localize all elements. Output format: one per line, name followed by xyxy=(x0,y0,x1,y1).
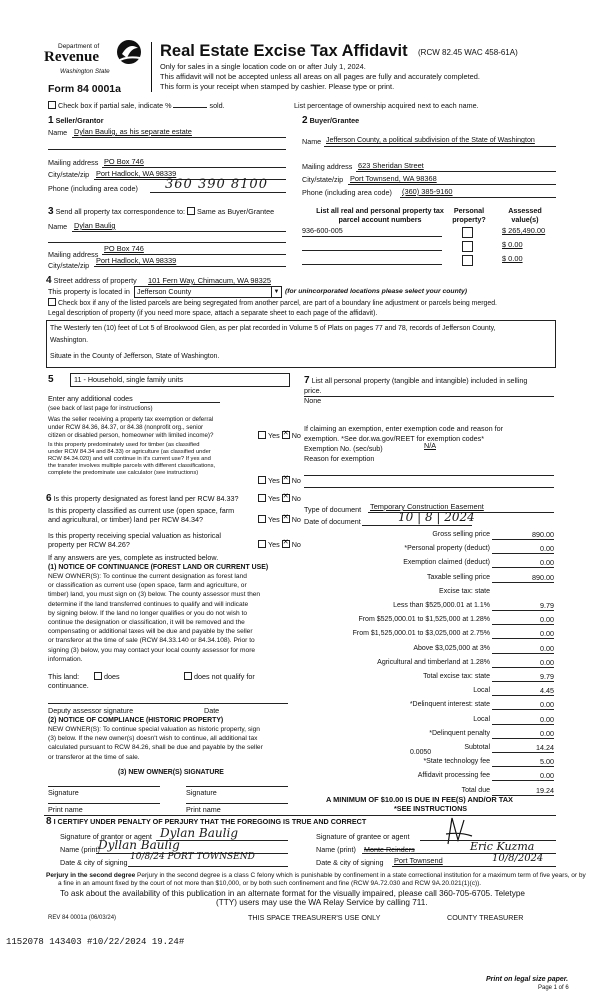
tax-row-label: Affidavit processing fee xyxy=(417,772,490,779)
page-number: Page 1 of 6 xyxy=(538,985,569,991)
tax-row-label: Total due xyxy=(461,787,490,794)
s6-q2-no-checkbox[interactable] xyxy=(282,515,290,523)
owner-print-label-1: Print name xyxy=(48,805,83,814)
header-divider xyxy=(151,42,152,92)
section-3-heading xyxy=(48,207,274,216)
corr-city-line xyxy=(94,266,286,267)
alt-format-line-2: (TTY) users may use the WA Relay Service by calling 711. xyxy=(216,898,428,907)
parcel-row xyxy=(302,240,556,252)
grantor-name-field[interactable]: Dyllan Baulig xyxy=(98,838,180,852)
seller-city-field[interactable]: Port Hadlock, WA 98339 xyxy=(96,169,177,178)
county-treasurer-label: COUNTY TREASURER xyxy=(447,913,524,922)
s6-q3-no-checkbox[interactable] xyxy=(282,540,290,548)
doc-date-line xyxy=(362,525,472,526)
q2-line-5: complete the predominate use calculator (see instructions) xyxy=(48,470,199,476)
deputy-sig-label: Deputy assessor signature xyxy=(48,706,134,715)
owner-sig-label-1: Signature xyxy=(48,788,79,797)
exemption-no-label: Exemption No. (sec/sub) xyxy=(304,444,383,453)
tax-row-line xyxy=(492,653,554,654)
no-label: No xyxy=(291,515,301,524)
owner-print-line-1[interactable] xyxy=(48,803,160,804)
buyer-city-line xyxy=(348,184,556,185)
doc-type-label: Type of document xyxy=(304,505,362,514)
tax-row-line xyxy=(492,738,554,739)
s6-q1-row xyxy=(46,494,239,503)
revenue-word: Revenue xyxy=(44,49,99,65)
grantor-date-label: Date & city of signing xyxy=(60,858,128,867)
yes-label: Yes xyxy=(268,431,280,440)
tax-row-line xyxy=(492,752,554,753)
notice-line: calculated pursuant to RCW 84.26, shall be due and payable by the seller xyxy=(48,744,263,752)
treasurer-stamp: 1152078 143403 #10/22/2024 19.24# xyxy=(6,937,185,947)
notice-line: (3) below. If the new owner(s) doesn't wish to continue, all additional tax xyxy=(48,735,258,743)
notice-line: or transferor at the time of sale (RCW 84.33.140 or 84.34.108). Prior to xyxy=(48,637,255,645)
reason-line-2[interactable] xyxy=(304,487,554,488)
seller-name-line-2 xyxy=(48,149,286,150)
s6-q2-yes-no xyxy=(258,515,301,524)
grantor-sig-label: Signature of grantor or agent xyxy=(60,832,152,841)
tax-row-value[interactable]: 0.00 xyxy=(540,771,554,780)
parcels-header-2a: Personal xyxy=(453,206,485,215)
deputy-sig-line[interactable] xyxy=(48,703,288,704)
tax-row-value[interactable]: 0.00 xyxy=(540,644,554,653)
alt-format-line-1: To ask about the availability of this publication in an alternate format for the visually impaired, please call 360-705-6705. Teletype xyxy=(60,889,525,898)
tax-row-value[interactable]: 14.24 xyxy=(536,743,554,752)
q2-yes-checkbox[interactable] xyxy=(258,476,266,484)
form-number: Form 84 0001a xyxy=(48,83,121,95)
tax-row-label: *Delinquent penalty xyxy=(429,730,490,737)
q1-no-checkbox[interactable] xyxy=(282,431,290,439)
personal-property-checkbox[interactable] xyxy=(462,255,473,266)
buyer-phone-field[interactable]: (360) 385-9160 xyxy=(402,187,453,196)
legal-line-1: The Westerly ten (10) feet of Lot 5 of Brookwood Glen, as per plat recorded in Volume 5 of Plats on pages 77 and 78, records of Jefferson County, xyxy=(50,325,496,332)
tax-row-line xyxy=(492,667,554,668)
parcels-header-1b: parcel account numbers xyxy=(338,215,422,224)
owner-print-label-2: Print name xyxy=(186,805,221,814)
section-2-number: 2 xyxy=(302,115,308,126)
q1-yes-no xyxy=(258,431,301,440)
section-4-street-row xyxy=(46,276,137,285)
doc-date-field[interactable]: 10 | 8 | 2024 xyxy=(398,510,475,524)
grantor-signature[interactable]: Dylan Baulig xyxy=(160,826,238,840)
tax-row-value[interactable]: 4.45 xyxy=(540,686,554,695)
segregation-checkbox[interactable] xyxy=(48,298,56,306)
section-1-number: 1 xyxy=(48,115,54,126)
tax-row-label: Subtotal xyxy=(464,744,490,751)
tax-row-label: Local xyxy=(473,687,490,694)
tax-row-value[interactable]: 9.79 xyxy=(540,601,554,610)
tax-row-value[interactable]: 0.00 xyxy=(540,729,554,738)
tax-row-label: Above $3,025,000 at 3% xyxy=(413,645,490,652)
tax-row-line xyxy=(492,709,554,710)
s7-title2: price. xyxy=(304,386,322,395)
q1-yes-checkbox[interactable] xyxy=(258,431,266,439)
tax-row-value[interactable]: 0.00 xyxy=(540,700,554,709)
buyer-name-line xyxy=(324,146,556,147)
tax-row-line xyxy=(492,567,554,568)
notice-compliance-text xyxy=(48,725,263,762)
county-select[interactable] xyxy=(134,286,282,298)
reason-label: Reason for exemption xyxy=(304,454,375,463)
s6-q3b: property per RCW 84.26? xyxy=(48,540,130,549)
minimum-fee-note: A MINIMUM OF $10.00 IS DUE IN FEE(S) AND/OR TAX xyxy=(326,795,513,804)
parcel-line xyxy=(302,236,442,237)
corr-name-label: Name xyxy=(48,222,68,231)
corr-city-field[interactable]: Port Hadlock, WA 98339 xyxy=(96,256,177,265)
notice-continuance-text xyxy=(48,572,260,664)
tax-row-value[interactable]: 9.79 xyxy=(540,672,554,681)
dor-emblem-icon xyxy=(114,38,144,66)
section-1-title: Seller/Grantor xyxy=(55,116,104,125)
tax-row-line xyxy=(492,610,554,611)
grantor-name-label: Name (print) xyxy=(60,845,100,854)
tax-row-label: Total excise tax: state xyxy=(423,673,490,680)
no-label: No xyxy=(291,494,301,503)
seller-addr-line xyxy=(102,167,286,168)
does-checkbox[interactable] xyxy=(94,672,102,680)
notice-line: continue the designation or classification, it will be removed and the xyxy=(48,619,245,627)
perjury-text: Perjury in the second degree is a class C felony which is punishable by confinement in a state correctional institution for a maximum term of five years, or by xyxy=(137,872,586,879)
tax-row-line xyxy=(492,539,554,540)
notice-line: information. xyxy=(48,655,83,663)
personal-property-line xyxy=(304,396,554,397)
legal-description-box[interactable] xyxy=(46,320,556,368)
owner-sig-label-2: Signature xyxy=(186,788,217,797)
tax-row-label: Gross selling price xyxy=(432,531,490,538)
same-as-buyer-label: Same as Buyer/Grantee xyxy=(197,207,275,216)
dor-logo xyxy=(44,40,144,82)
doc-type-field[interactable]: Temporary Construction Easement xyxy=(370,502,484,511)
parcel-line xyxy=(302,264,442,265)
does-label: does xyxy=(104,672,120,681)
buyer-addr-field[interactable]: 623 Sheridan Street xyxy=(358,161,424,170)
exemption-no-value[interactable]: N/A xyxy=(424,441,436,450)
s8-title: I CERTIFY UNDER PENALTY OF PERJURY THAT THE FOREGOING IS TRUE AND CORRECT xyxy=(53,817,367,826)
deputy-date-label: Date xyxy=(204,706,220,715)
notice-compliance-title: (2) NOTICE OF COMPLIANCE (HISTORIC PROPERTY) xyxy=(48,717,224,724)
this-land-row xyxy=(48,672,79,681)
grantee-name-struck: Monte Reinders xyxy=(364,845,415,854)
legal-label: Legal description of property (if you need more space, attach a separate sheet to each page of the affidavit). xyxy=(48,310,378,317)
grantee-name-field[interactable]: Eric Kuzma xyxy=(470,840,535,853)
s6-q1: Is this property designated as forest land per RCW 84.33? xyxy=(53,494,239,503)
partial-sale-row xyxy=(48,101,225,110)
s8-title-row xyxy=(46,817,366,826)
grantee-date-line xyxy=(392,866,556,867)
seller-addr-field[interactable]: PO Box 746 xyxy=(104,157,144,166)
use-code-value: 11 - Household, single family units xyxy=(74,375,183,384)
additional-codes-label: Enter any additional codes xyxy=(48,394,133,403)
corr-name-field[interactable]: Dylan Baulig xyxy=(74,221,116,230)
q2-line-3: RCW 84.34.020) and will continue in it's current use? If yes and xyxy=(48,456,211,462)
corr-addr-label: Mailing address xyxy=(48,250,99,259)
tax-row-value[interactable]: 890.00 xyxy=(532,530,554,539)
legal-paper-note: Print on legal size paper. xyxy=(486,976,569,983)
partial-sale-checkbox[interactable] xyxy=(48,101,56,109)
tax-row-value[interactable]: 0.00 xyxy=(540,629,554,638)
rev-number: REV 84 0001a (06/03/24) xyxy=(48,915,117,921)
buyer-addr-label: Mailing address xyxy=(302,162,353,171)
buyer-name-field[interactable]: Jefferson County, a political subdivision of the State of Washington xyxy=(326,136,535,144)
tax-row-label: From $1,525,000.01 to $3,025,000 at 2.75% xyxy=(352,630,490,637)
reason-line-1[interactable] xyxy=(304,475,554,476)
tax-row-value[interactable]: 0.00 xyxy=(540,544,554,553)
chevron-down-icon[interactable]: ▼ xyxy=(271,287,281,297)
seller-name-label: Name xyxy=(48,128,68,137)
if-any-yes: If any answers are yes, complete as instructed below. xyxy=(48,553,219,562)
section-8-number: 8 xyxy=(46,816,52,827)
grantee-sig-label: Signature of grantee or agent xyxy=(316,832,410,841)
use-code-select[interactable] xyxy=(70,373,290,387)
local-rate: 0.0050 xyxy=(410,749,432,756)
notice-line: by signing below. If the land no longer qualifies or you do not wish to xyxy=(48,609,248,617)
header-note-2: This affidavit will not be accepted unless all areas on all pages are fully and accurately completed. xyxy=(160,72,480,81)
seller-name-line xyxy=(72,137,286,138)
tax-row-value[interactable]: 890.00 xyxy=(532,573,554,582)
treasurer-use-label: THIS SPACE TREASURER'S USE ONLY xyxy=(248,913,381,922)
notice-line: determine if the land transferred continues to qualify and will indicate xyxy=(48,600,249,608)
q2-line-2: under RCW 84.34 and 84.33) or agriculture (as classified under xyxy=(48,449,211,455)
s7-title-row xyxy=(304,376,527,385)
tax-row-label: Exemption claimed (deduct) xyxy=(403,559,490,566)
no-label: No xyxy=(291,431,301,440)
does-not-label: does not qualify for xyxy=(194,672,255,681)
partial-sale-label: Check box if partial sale, indicate % xyxy=(58,101,172,110)
does-row xyxy=(94,672,120,681)
parcels-header-1 xyxy=(300,206,460,224)
owner-sig-line-1[interactable] xyxy=(48,786,160,787)
tax-row-value[interactable]: 0.00 xyxy=(540,558,554,567)
notice-line: or transferor at the time of sale. xyxy=(48,753,140,761)
seller-phone-line xyxy=(150,192,286,193)
buyer-city-field[interactable]: Port Townsend, WA 98368 xyxy=(350,174,437,183)
s6-q2: Is this property classified as current use (open space, farm xyxy=(48,506,235,515)
s6-q3-yes-checkbox[interactable] xyxy=(258,540,266,548)
assessed-value[interactable]: $ 0.00 xyxy=(502,240,523,249)
doc-date-label: Date of document xyxy=(304,517,361,526)
seller-phone-field[interactable]: 360 390 8100 xyxy=(165,177,268,192)
dept-line: Department of xyxy=(58,43,100,50)
tax-row-value[interactable]: 0.00 xyxy=(540,615,554,624)
no-label: No xyxy=(291,476,301,485)
section-3-number: 3 xyxy=(48,206,54,217)
s6-q2b: and agricultural, or timber) land per RCW 84.34? xyxy=(48,515,204,524)
perjury-line-2: a fine in an amount fixed by the court of not more than $10,000, or by both such confinement and fine (RCW 9A.72.030 and RCW 9A.20.021(1)(c)). xyxy=(58,880,482,887)
section-3-title: Send all property tax correspondence to: xyxy=(55,207,186,216)
section-6-number: 6 xyxy=(46,493,52,504)
legal-line-2: Washington. xyxy=(50,337,89,344)
grantee-date-label: Date & city of signing xyxy=(316,858,384,867)
tax-row-label: From $525,000.01 to $1,525,000 at 1.28% xyxy=(358,616,490,623)
grantor-date-line xyxy=(128,866,288,867)
s6-q1-yes-checkbox[interactable] xyxy=(258,494,266,502)
q2-line-1: Is this property predominately used for timber (as classified xyxy=(48,442,200,448)
s6-q2-yes-checkbox[interactable] xyxy=(258,515,266,523)
notice-line: signing (3) below, you may contact your local county assessor for more xyxy=(48,646,256,654)
notice-line: timber) land, you must sign on (3) below. The county assessor must then xyxy=(48,591,261,599)
notice-line: NEW OWNER(S): To continue the current designation as forest land xyxy=(48,573,247,580)
tax-row-line xyxy=(492,624,554,625)
parcels-header-3b: value(s) xyxy=(511,215,539,224)
same-as-buyer-checkbox[interactable] xyxy=(187,207,195,215)
buyer-name-label: Name xyxy=(302,137,322,146)
tax-row-label: Agricultural and timberland at 1.28% xyxy=(377,659,490,666)
s6-q1-yes-no xyxy=(258,494,301,503)
q2-yes-no xyxy=(258,476,301,485)
tax-row-line xyxy=(492,582,554,583)
parcels-header-3 xyxy=(500,206,550,224)
q1-line-2: under RCW 84.36, 84.37, or 84.38 (nonprofit org., senior xyxy=(48,424,204,431)
personal-property-value[interactable]: None xyxy=(304,396,322,405)
parcels-header-2b: property? xyxy=(452,215,486,224)
header-note-1: Only for sales in a single location code on or after July 1, 2024. xyxy=(160,62,366,71)
q1-line-3: citizen or disabled person, homeowner with limited income)? xyxy=(48,432,214,439)
tax-row-value[interactable]: 5.00 xyxy=(540,757,554,766)
list-percentage-note: List percentage of ownership acquired next to each name. xyxy=(294,101,479,110)
segregation-label: Check box if any of the listed parcels are being segregated from another parcel, are part of a boundary line adjustment or parcels being merged. xyxy=(58,300,497,307)
corr-name-line xyxy=(72,231,286,232)
grantee-name-label: Name (print) xyxy=(316,845,356,854)
partial-sold-label: sold. xyxy=(209,101,225,110)
s6-q1-no-checkbox[interactable] xyxy=(282,494,290,502)
seller-addr-label: Mailing address xyxy=(48,158,99,167)
no-label: No xyxy=(291,540,301,549)
q1-line-1: Was the seller receiving a property tax exemption or deferral xyxy=(48,416,214,423)
tax-row-line xyxy=(492,780,554,781)
tax-row-value[interactable]: 0.00 xyxy=(540,715,554,724)
buyer-phone-line xyxy=(400,197,556,198)
notice-line: compensating or additional taxes will be due and payable by the seller xyxy=(48,628,253,636)
tax-row-line xyxy=(492,724,554,725)
tax-row-label: Local xyxy=(473,716,490,723)
buyer-addr-line xyxy=(356,171,556,172)
form-rcw: (RCW 82.45 WAC 458-61A) xyxy=(418,48,518,57)
tax-row-label: Excise tax: state xyxy=(439,588,490,595)
parcels-header-1a: List all real and personal property tax xyxy=(316,206,444,215)
located-label: This property is located in xyxy=(48,287,130,296)
section-1-heading xyxy=(48,116,104,125)
q2-no-checkbox[interactable] xyxy=(282,476,290,484)
tax-row-line xyxy=(492,695,554,696)
section-7-number: 7 xyxy=(304,375,310,386)
tax-row-label: Less than $525,000.01 at 1.1% xyxy=(393,602,490,609)
notice-line: or classification as current use (open space, farm and agriculture, or xyxy=(48,582,247,590)
owner-sig-line-2[interactable] xyxy=(186,786,288,787)
grantee-date-city[interactable]: Port Townsend xyxy=(394,856,443,865)
tax-row-value[interactable]: 19.24 xyxy=(536,786,554,795)
section-2-heading xyxy=(302,116,359,125)
notice-continuance-title: (1) NOTICE OF CONTINUANCE (FOREST LAND OR CURRENT USE) xyxy=(48,564,269,571)
street-label: Street address of property xyxy=(53,276,137,285)
parcels-header-3a: Assessed xyxy=(508,206,542,215)
see-instructions-note: *SEE INSTRUCTIONS xyxy=(394,804,468,813)
yes-label: Yes xyxy=(268,540,280,549)
corr-name-line-2 xyxy=(48,242,286,243)
tax-row-value[interactable]: 0.00 xyxy=(540,658,554,667)
grantee-date-field[interactable]: 10/8/2024 xyxy=(492,853,544,864)
legal-line-3: Situate in the County of Jefferson, State of Washington. xyxy=(50,353,220,360)
yes-label: Yes xyxy=(268,515,280,524)
new-owner-sig-title: (3) NEW OWNER(S) SIGNATURE xyxy=(118,769,224,776)
seller-name-field[interactable]: Dylan Baulig, as his separate estate xyxy=(74,127,192,136)
tax-row-line xyxy=(492,638,554,639)
section-8-divider xyxy=(44,815,556,816)
form-title: Real Estate Excise Tax Affidavit xyxy=(160,42,408,60)
additional-codes-line xyxy=(140,402,220,403)
section-2-title: Buyer/Grantee xyxy=(309,116,360,125)
parcel-row xyxy=(302,254,556,266)
partial-pct-field[interactable] xyxy=(173,107,207,108)
tax-row-label: *Delinquent interest: state xyxy=(409,701,490,708)
state-line: Washington State xyxy=(60,68,110,75)
tax-row-line xyxy=(492,681,554,682)
notice-line: NEW OWNER(S): To continue special valuation as historic property, sign xyxy=(48,726,260,733)
personal-property-checkbox[interactable] xyxy=(462,227,473,238)
perjury-line-1: Perjury in the second degree Perjury in the second degree is a class C felony which is punishable by confinement in a state correctional institution for a maximum term of five years, or by xyxy=(46,872,586,879)
parcel-line xyxy=(302,250,442,251)
q2-line-4: the transfer involves multiple parcels with different classifications, xyxy=(48,463,216,469)
s6-q3: Is this property receiving special valuation as historical xyxy=(48,531,221,540)
street-field[interactable]: 101 Fern Way, Chimacum, WA 98325 xyxy=(148,276,271,285)
county-value: Jefferson County xyxy=(137,287,192,296)
assessed-value[interactable]: $ 0.00 xyxy=(502,254,523,263)
buyer-phone-label: Phone (including area code) xyxy=(302,188,392,197)
assessed-value[interactable]: $ 265,490.00 xyxy=(502,226,546,235)
header-note-3: This form is your receipt when stamped by cashier. Please type or print. xyxy=(160,82,395,91)
does-not-checkbox[interactable] xyxy=(184,672,192,680)
claim-line-1: If claiming an exemption, enter exemption code and reason for xyxy=(304,424,503,433)
tax-row-label: Taxable selling price xyxy=(426,574,490,581)
this-land-label: This land: xyxy=(48,672,80,681)
corr-city-label: City/state/zip xyxy=(48,261,90,270)
owner-print-line-2[interactable] xyxy=(186,803,288,804)
section-5-number: 5 xyxy=(48,374,54,385)
tax-row-label: *State technology fee xyxy=(423,758,490,765)
seller-city-label: City/state/zip xyxy=(48,170,90,179)
buyer-city-label: City/state/zip xyxy=(302,175,344,184)
section-4-number: 4 xyxy=(46,275,52,286)
tax-row-label: *Personal property (deduct) xyxy=(404,545,490,552)
does-not-row xyxy=(184,672,255,681)
see-instructions: (see back of last page for instructions) xyxy=(48,405,153,412)
segregation-row xyxy=(48,298,497,308)
parcels-header-2 xyxy=(446,206,492,224)
parcel-number[interactable]: 936-600-005 xyxy=(302,226,343,235)
corr-addr-line xyxy=(102,254,286,255)
unincorp-note: (for unincorporated locations please select your county) xyxy=(285,288,468,295)
corr-addr-field[interactable]: PO Box 746 xyxy=(104,244,144,253)
yes-label: Yes xyxy=(268,494,280,503)
tax-row-line xyxy=(492,553,554,554)
claim-line-2: exemption. *See dor.wa.gov/REET for exemption codes* xyxy=(304,434,485,443)
continuance-label: continuance. xyxy=(48,681,89,690)
yes-label: Yes xyxy=(268,476,280,485)
seller-phone-label: Phone (including area code) xyxy=(48,184,138,193)
s7-title: List all personal property (tangible and intangible) included in selling xyxy=(311,376,528,385)
grantor-date-field[interactable]: 10/8/24 PORT TOWNSEND xyxy=(130,852,255,862)
personal-property-checkbox[interactable] xyxy=(462,241,473,252)
parcel-row xyxy=(302,226,556,238)
tax-row-line xyxy=(492,766,554,767)
